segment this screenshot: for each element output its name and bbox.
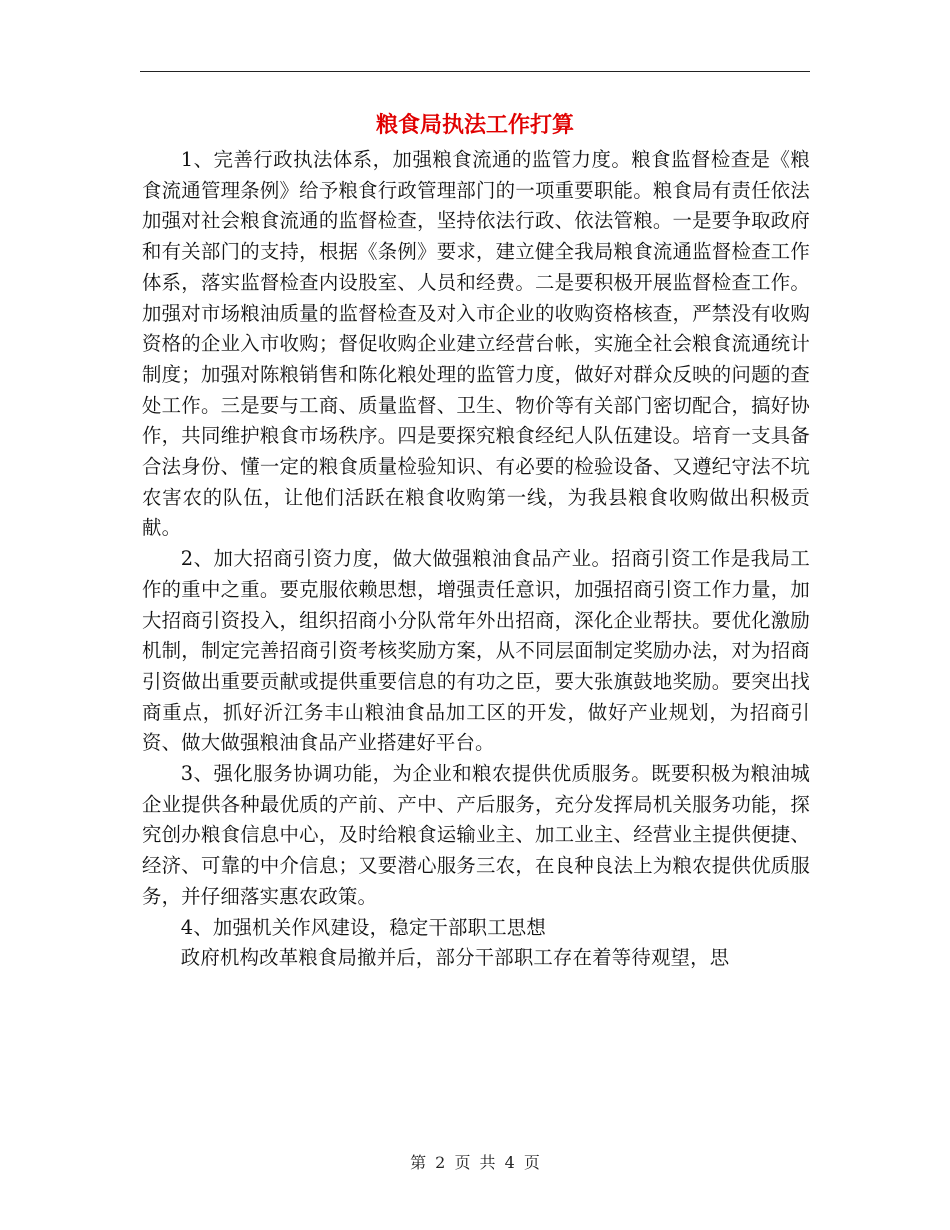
paragraph-4-heading: 4、加强机关作风建设，稳定干部职工思想	[180, 915, 546, 939]
document-title: 粮食局执法工作打算	[375, 112, 574, 138]
paragraph-1: 1、完善行政执法体系，加强粮食流通的监管力度。粮食监督检查是《粮食流通管理条例》给予粮食行政管理部门的一项重要职能。粮食局有责任依法加强对社会粮食流通的监督检查，坚持依法行政、依法管粮。一是要争取政府和有关部门的支持，根据《条例》要求，建立健全我局粮食流通监督检查工作体系，落实监督检查内设股室、人员和经费。二是要积极开展监督检查工作。加强对市场粮油质量的监督检查及对入市企业的收购资格核查，严禁没有收购资格的企业入市收购；督促收购企业建立经营台帐，实施全社会粮食流通统计制度；加强对陈粮销售和陈化粮处理的监管力度，做好对群众反映的问题的查处工作。三是要与工商、质量监督、卫生、物价等有关部门密切配合，搞好协作，共同维护粮食市场秩序。四是要探究粮食经纪人队伍建设。培育一支具备合法身份、懂一定的粮食质量检验知识、有必要的检验设备、又遵纪守法不坑农害农的队伍，让他们活跃在粮食收购第一线，为我县粮食收购做出积极贡献。	[142, 148, 810, 540]
document-body	[142, 145, 810, 974]
page-number: 第 2 页 共 4 页	[410, 1153, 540, 1172]
paragraph-5: 政府机构改革粮食局撤并后，部分干部职工存在着等待观望，思	[180, 946, 730, 970]
paragraph-3: 3、强化服务协调功能，为企业和粮农提供优质服务。既要积极为粮油城企业提供各种最优质的产前、产中、产后服务，充分发挥局机关服务功能，探究创办粮食信息中心，及时给粮食运输业主、加工业主、经营业主提供便捷、经济、可靠的中介信息；又要潜心服务三农，在良种良法上为粮农提供优质服务，并仔细落实惠农政策。	[142, 762, 810, 908]
header-rule	[140, 71, 810, 72]
paragraph-2: 2、加大招商引资力度，做大做强粮油食品产业。招商引资工作是我局工作的重中之重。要克服依赖思想，增强责任意识，加强招商引资工作力量，加大招商引资投入，组织招商小分队常年外出招商，深化企业帮扶。要优化激励机制，制定完善招商引资考核奖励方案，从不同层面制定奖励办法，对为招商引资做出重要贡献或提供重要信息的有功之臣，要大张旗鼓地奖励。要突出找商重点，抓好沂江务丰山粮油食品加工区的开发，做好产业规划，为招商引资、做大做强粮油食品产业搭建好平台。	[142, 547, 810, 755]
